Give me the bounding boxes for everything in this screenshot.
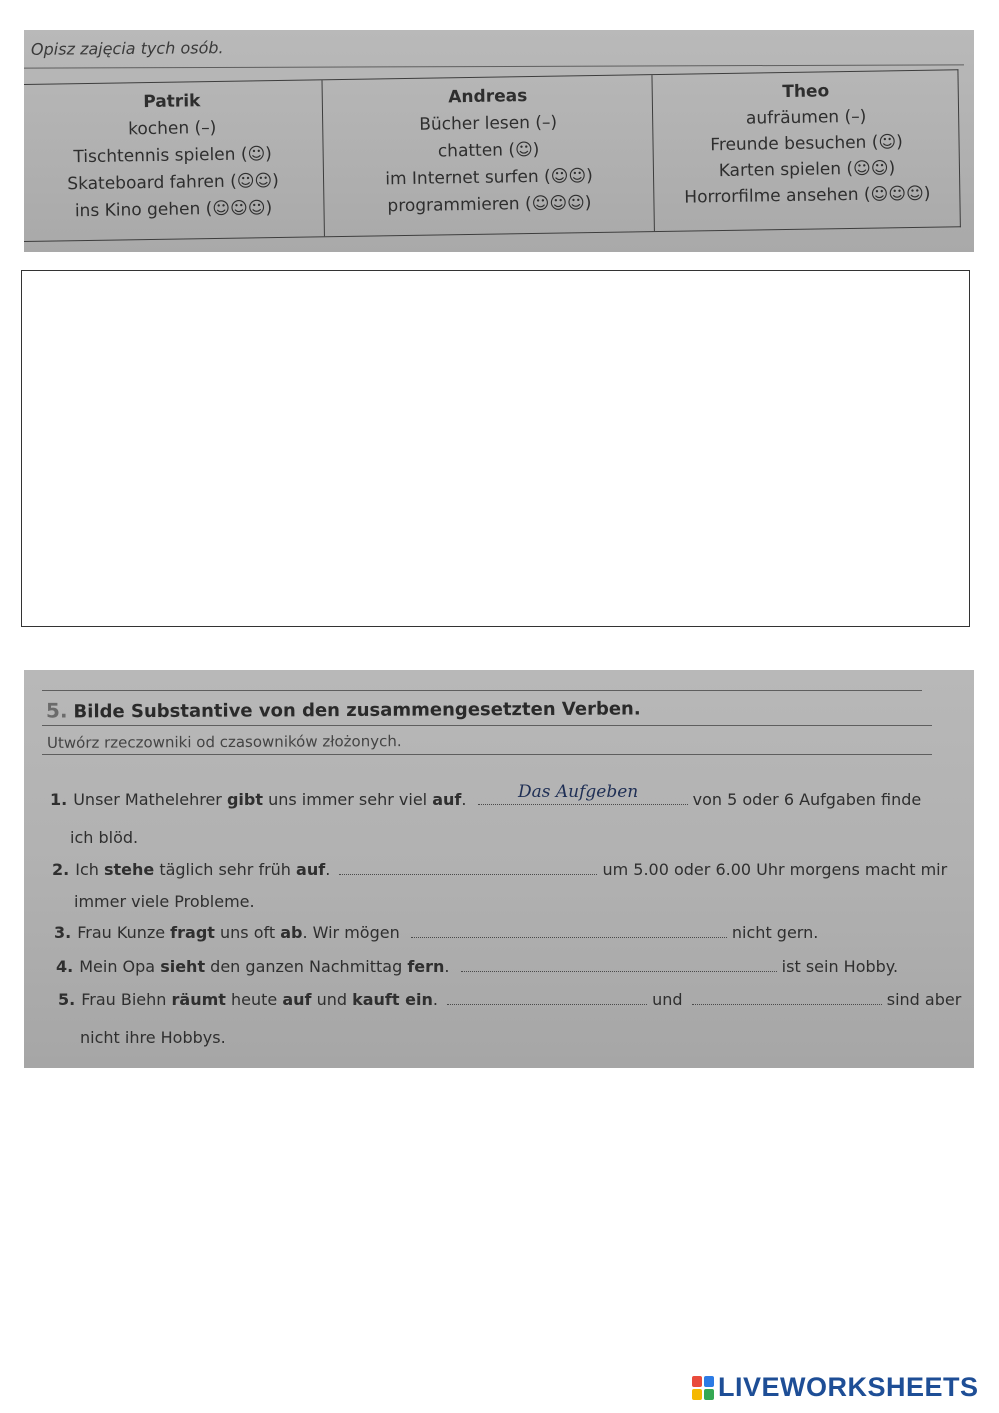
- exercise5-photo: [24, 670, 974, 1068]
- logo-mark-icon: [692, 1376, 714, 1400]
- activity-item: kochen (–): [127, 117, 217, 140]
- column-name: Patrik: [143, 91, 201, 113]
- task-5-continuation: nicht ihre Hobbys.: [80, 1028, 226, 1047]
- exercise-title-text: Bilde Substantive von den zusammengesetzten Verben.: [73, 698, 641, 723]
- exercise-title: [46, 695, 641, 722]
- activity-item: im Internet surfen (☺☺): [385, 166, 593, 190]
- activity-item: aufräumen (–): [745, 106, 867, 129]
- column-name: Theo: [782, 81, 830, 103]
- task-5: 5. Frau Biehn räumt heute auf und kauft ein. und sind aber: [58, 990, 962, 1009]
- activity-item: Karten spielen (☺☺): [718, 158, 896, 182]
- task-1: 1. Unser Mathelehrer gibt uns immer sehr viel auf. von 5 oder 6 Aufgaben finde: [50, 790, 922, 809]
- activity-item: Tischtennis spielen (☺): [73, 144, 273, 168]
- task-2: 2. Ich stehe täglich sehr früh auf. um 5.00 oder 6.00 Uhr morgens macht mir: [52, 860, 948, 879]
- answer-blank[interactable]: [411, 925, 727, 938]
- divider: [24, 64, 964, 68]
- activity-item: Horrorfilme ansehen (☺☺☺): [684, 183, 931, 208]
- answer-blank[interactable]: [447, 992, 647, 1005]
- answer-blank[interactable]: [692, 992, 882, 1005]
- exercise-number: 5.: [45, 698, 68, 723]
- exercise-table-photo: [24, 30, 974, 252]
- liveworksheets-logo: [692, 1372, 979, 1403]
- task-3: 3. Frau Kunze fragt uns oft ab. Wir mögen nicht gern.: [54, 923, 819, 942]
- activity-item: ins Kino gehen (☺☺☺): [74, 198, 273, 222]
- activity-item: Skateboard fahren (☺☺): [67, 170, 279, 195]
- column-theo: [651, 70, 960, 231]
- task-2-continuation: immer viele Probleme.: [74, 892, 255, 911]
- column-patrik: [24, 80, 324, 241]
- answer-blank[interactable]: [339, 862, 597, 875]
- activity-item: Bücher lesen (–): [419, 112, 558, 135]
- answer-text-box[interactable]: [21, 270, 970, 627]
- divider: [42, 725, 932, 726]
- divider: [42, 754, 932, 755]
- activity-item: programmieren (☺☺☺): [387, 193, 592, 217]
- column-andreas: [321, 75, 654, 236]
- logo-text: LIVEWORKSHEETS: [718, 1372, 979, 1402]
- activities-table: [24, 69, 961, 242]
- activity-item: Freunde besuchen (☺): [710, 132, 903, 156]
- handwritten-answer: Das Aufgeben: [518, 782, 639, 802]
- column-name: Andreas: [448, 86, 528, 108]
- task-1-continuation: ich blöd.: [70, 828, 139, 847]
- task-4: 4. Mein Opa sieht den ganzen Nachmittag fern. ist sein Hobby.: [56, 957, 899, 976]
- divider: [42, 690, 922, 691]
- answer-blank[interactable]: [461, 959, 777, 972]
- exercise-subtitle: Utwórz rzeczowniki od czasowników złożonych.: [46, 732, 402, 752]
- table-instruction: Opisz zajęcia tych osób.: [30, 38, 224, 59]
- activity-item: chatten (☺): [437, 139, 540, 162]
